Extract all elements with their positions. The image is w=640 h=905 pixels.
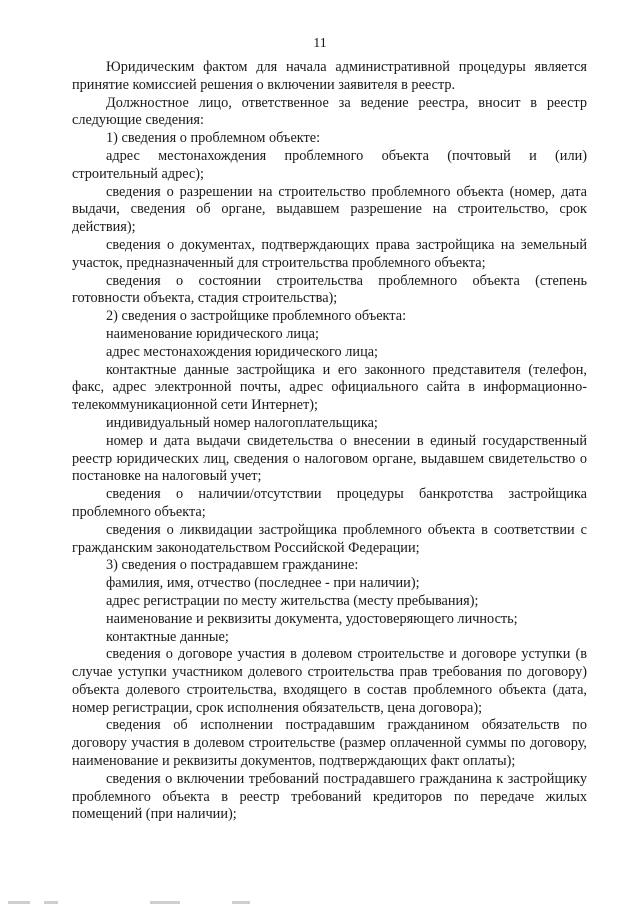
paragraph: фамилия, имя, отчество (последнее - при наличии); (106, 575, 420, 592)
paragraph: сведения о состоянии строительства проблемного объекта (степень готовности объекта, стадия строительства); (72, 272, 587, 307)
paragraph: Должностное лицо, ответственное за ведение реестра, вносит в реестр следующие сведения: (72, 94, 587, 129)
paragraph: наименование и реквизиты документа, удостоверяющего личность; (106, 610, 518, 627)
paragraph: контактные данные застройщика и его законного представителя (телефон, факс, адрес электронной почты, адрес официального сайта в информационно-телекоммуникационной сети Интернет); (72, 361, 587, 414)
paragraph: сведения о договоре участия в долевом строительстве и договоре уступки (в случае уступки участником долевого строительства прав требования по договору) объекта долевого строительства, входящего в состав проблемного объекта (дата, номер регистрации, срок исполнения обязательств, цена договора); (72, 646, 587, 716)
paragraph: номер и дата выдачи свидетельства о внесении в единый государственный реестр юридических лиц, сведения о налоговом органе, выдавшем свидетельство о постановке на налоговый учет; (72, 432, 587, 485)
paragraph: 1) сведения о проблемном объекте: (106, 130, 321, 147)
paragraph: сведения о ликвидации застройщика проблемного объекта в соответствии с гражданским законодательством Российской Федерации; (72, 521, 587, 556)
paragraph: адрес регистрации по месту жительства (месту пребывания); (106, 592, 479, 609)
paragraph: сведения о включении требований пострадавшего гражданина к застройщику проблемного объекта в реестр требований кредиторов по передаче жилых помещений (при наличии); (72, 770, 587, 823)
paragraph: 2) сведения о застройщике проблемного объекта: (106, 308, 407, 325)
paragraph: сведения о разрешении на строительство проблемного объекта (номер, дата выдачи, сведения об органе, выдавшем разрешение на строительство, срок действия); (72, 183, 587, 236)
paragraph: наименование юридического лица; (106, 325, 319, 342)
paragraph: сведения о документах, подтверждающих права застройщика на земельный участок, предназначенный для строительства проблемного объекта; (72, 236, 587, 271)
paragraph: адрес местонахождения проблемного объекта (почтовый и (или) строительный адрес); (72, 147, 587, 182)
paragraph: Юридическим фактом для начала административной процедуры является принятие комиссией решения о включении заявителя в реестр. (72, 59, 587, 93)
paragraph: сведения об исполнении пострадавшим гражданином обязательств по договору участия в долевом строительстве (размер оплаченной суммы по договору, наименование и реквизиты документов, подтверждающих факт оплаты); (72, 717, 587, 770)
page-number: 11 (313, 36, 327, 51)
paragraph: сведения о наличии/отсутствии процедуры банкротства застройщика проблемного объекта; (72, 486, 587, 520)
paragraph: индивидуальный номер налогоплательщика; (106, 414, 378, 431)
scan-edge-artifacts (0, 899, 640, 905)
paragraph: 3) сведения о пострадавшем гражданине: (106, 557, 359, 574)
paragraph: адрес местонахождения юридического лица; (106, 343, 379, 360)
document-body (72, 59, 587, 824)
paragraph: контактные данные; (106, 628, 229, 645)
